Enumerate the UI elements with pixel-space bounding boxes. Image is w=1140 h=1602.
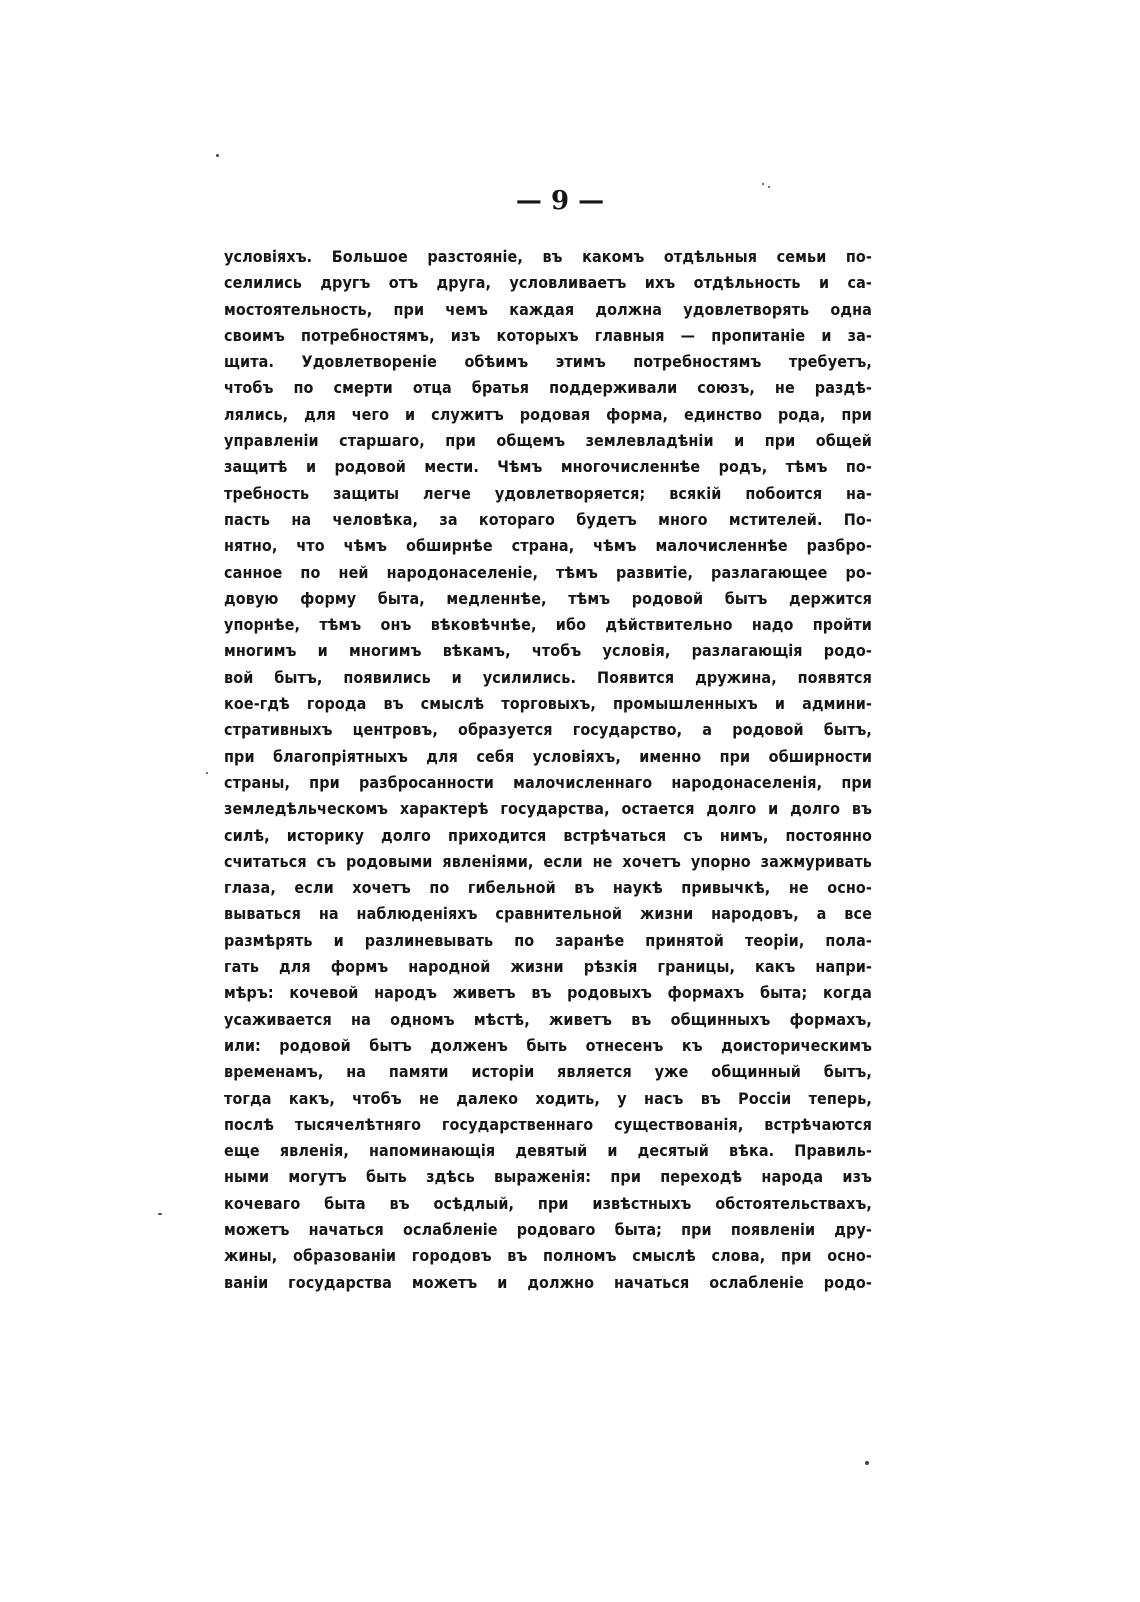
text-line: мостоятельность, при чемъ каждая должна удовлетворять одна [224,299,872,319]
text-line: кочеваго быта въ осѣдлый, при извѣстныхъ обстоятельствахъ, [224,1193,872,1213]
page-number: — 9 — [515,186,605,216]
text-line: размѣрять и разлиневывать по заранѣе принятой теоріи, пола- [224,930,872,950]
text-line: жины, образованіи городовъ въ полномъ смыслѣ слова, при осно- [224,1246,872,1266]
text-line: или: родовой бытъ долженъ быть отнесенъ къ доисторическимъ [224,1035,872,1055]
text-line: ными могутъ быть здѣсь выраженія: при переходѣ народа изъ [224,1167,872,1187]
text-line: защитѣ и родовой мести. Чѣмъ многочисленнѣе родъ, тѣмъ по- [224,457,872,477]
text-line: земледѣльческомъ характерѣ государства, остается долго и долго въ [224,799,872,819]
scan-speck [768,186,770,188]
text-line: послѣ тысячелѣтняго государственнаго существованія, встрѣчаются [224,1114,872,1134]
text-line: упорнѣе, тѣмъ онъ вѣковѣчнѣе, ибо дѣйствительно надо пройти [224,615,872,635]
text-line: многимъ и многимъ вѣкамъ, чтобъ условія, разлагающія родо- [224,641,872,661]
text-line: еще явленія, напоминающія девятый и десятый вѣка. Правиль- [224,1141,872,1161]
text-line: санное по ней народонаселеніе, тѣмъ развитіе, разлагающее ро- [224,562,872,582]
text-line: тогда какъ, чтобъ не далеко ходить, у насъ въ Россіи теперь, [224,1088,872,1108]
text-line: считаться съ родовыми явленіями, если не хочетъ упорно зажмуривать [224,851,872,871]
scan-speck [216,154,219,157]
text-line: глаза, если хочетъ по гибельной въ наукѣ привычкѣ, не осно- [224,878,872,898]
text-line: вываться на наблюденіяхъ сравнительной жизни народовъ, а все [224,904,872,924]
text-line: чтобъ по смерти отца братья поддерживали союзъ, не раздѣ- [224,378,872,398]
text-line: довую форму быта, медленнѣе, тѣмъ родовой бытъ держится [224,588,872,608]
text-line: ваніи государства можетъ и должно начаться ослабленіе родо- [224,1272,872,1292]
text-line: стративныхъ центровъ, образуется государство, а родовой бытъ, [224,720,872,740]
text-line: кое-гдѣ города въ смыслѣ торговыхъ, промышленныхъ и админи- [224,694,872,714]
text-line: управленіи старшаго, при общемъ землевладѣніи и при общей [224,431,872,451]
text-line: вой бытъ, появились и усилились. Появится дружина, появятся [224,667,872,687]
text-line: пасть на человѣка, за котораго будетъ много мстителей. По- [224,509,872,529]
text-line: можетъ начаться ослабленіе родоваго быта; при появленіи дру- [224,1219,872,1239]
scan-speck [206,772,208,774]
text-line: при благопріятныхъ для себя условіяхъ, именно при обширности [224,746,872,766]
text-line: своимъ потребностямъ, изъ которыхъ главныя — пропитаніе и за- [224,325,872,345]
text-line: селились другъ отъ друга, условливаетъ ихъ отдѣльность и са- [224,273,872,293]
text-line: нятно, что чѣмъ обширнѣе страна, чѣмъ малочисленнѣе разбро- [224,536,872,556]
text-line: мѣръ: кочевой народъ живетъ въ родовыхъ формахъ быта; когда [224,983,872,1003]
scan-speck [158,1213,162,1215]
scan-speck [762,183,764,185]
text-line: лялись, для чего и служитъ родовая форма, единство рода, при [224,404,872,424]
text-line: страны, при разбросанности малочисленнаго народонаселенія, при [224,772,872,792]
text-line: щита. Удовлетвореніе обѣимъ этимъ потребностямъ требуетъ, [224,352,872,372]
text-line: гать для формъ народной жизни рѣзкія границы, какъ напри- [224,957,872,977]
text-line: требность защиты легче удовлетворяется; всякій побоится на- [224,483,872,503]
body-text [224,244,872,1296]
text-line: усаживается на одномъ мѣстѣ, живетъ въ общинныхъ формахъ, [224,1009,872,1029]
text-line: условіяхъ. Большое разстояніе, въ какомъ отдѣльныя семьи по- [224,247,872,266]
text-line: силѣ, историку долго приходится встрѣчаться съ нимъ, постоянно [224,825,872,845]
text-line: временамъ, на памяти исторіи является уже общинный бытъ, [224,1062,872,1082]
scan-speck [865,1461,869,1465]
